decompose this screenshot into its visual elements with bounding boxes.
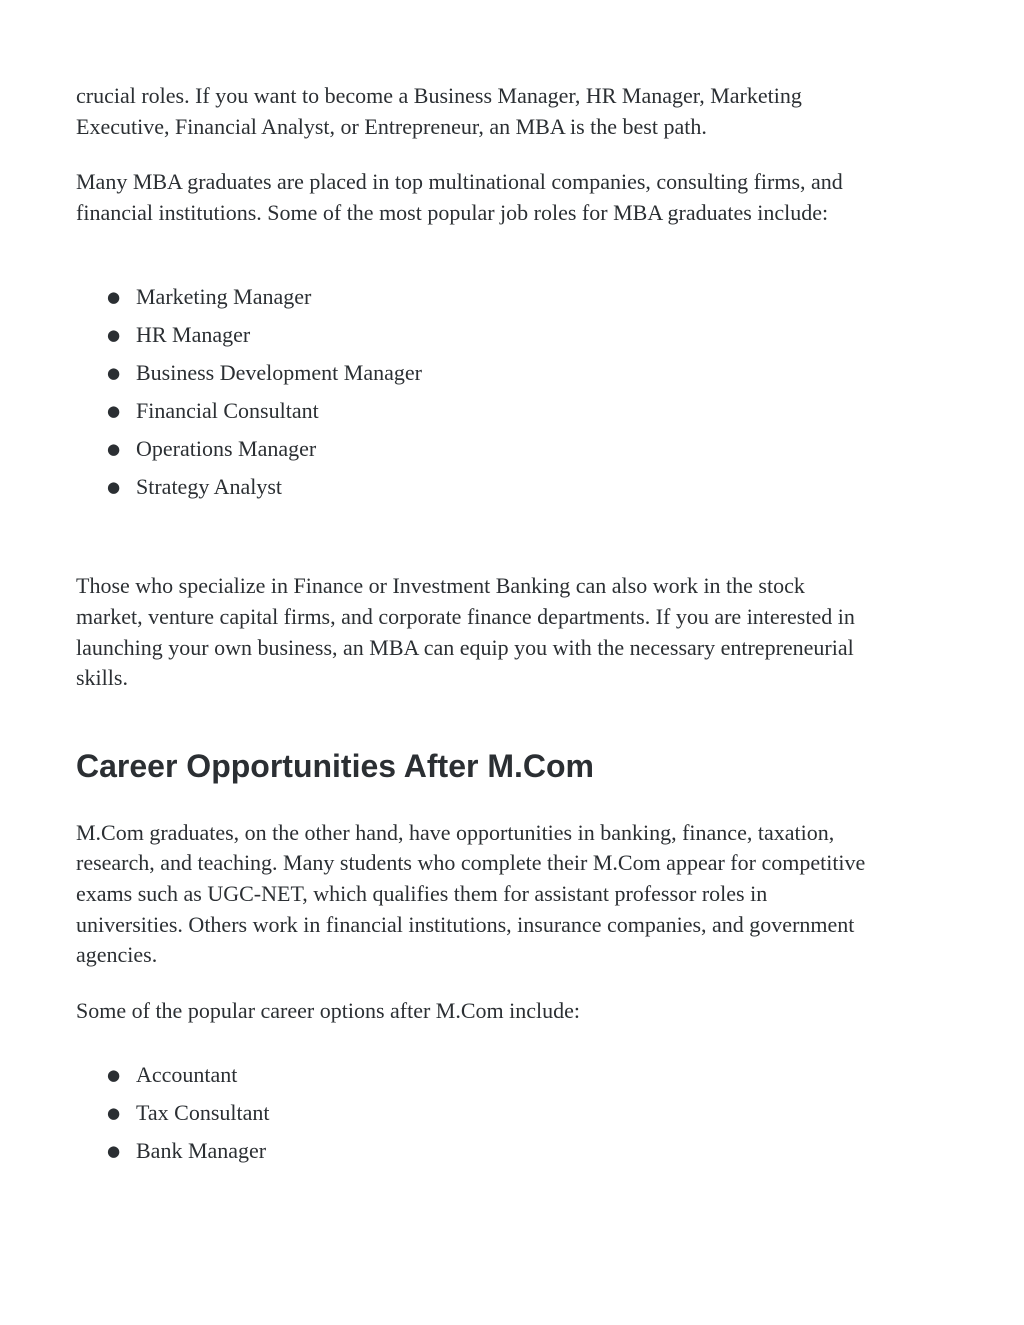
list-item: ● Operations Manager (76, 430, 876, 468)
list-item: ● HR Manager (76, 316, 876, 354)
list-item: ● Accountant (76, 1056, 876, 1094)
paragraph-mba-placement: Many MBA graduates are placed in top multinational companies, consulting firms, and financial institutions. Some of the most popular job roles for MBA graduates include: (76, 169, 843, 225)
list-item: ● Bank Manager (76, 1132, 876, 1170)
list-item: ● Tax Consultant (76, 1094, 876, 1132)
paragraph-mcom-opportunities: M.Com graduates, on the other hand, have opportunities in banking, finance, taxation, research, and teaching. Many students who complete their M.Com appear for competitive exams such as UGC-NET, which qualifies them for assistant professor roles in universities. Others work in financial institutions, insurance companies, and government agencies. (76, 819, 866, 968)
heading-mcom-careers: Career Opportunities After M.Com (76, 747, 594, 784)
list-item: ● Financial Consultant (76, 392, 876, 430)
list-item: ● Strategy Analyst (76, 468, 876, 506)
list-item: ● Marketing Manager (76, 278, 876, 316)
document-page (76, 81, 876, 1170)
paragraph-finance-specialize: Those who specialize in Finance or Investment Banking can also work in the stock market, venture capital firms, and corporate finance departments. If you are interested in launching your own business, an MBA can equip you with the necessary entrepreneurial skills. (76, 573, 855, 691)
mba-roles-list (76, 278, 876, 506)
paragraph-mcom-options-intro: Some of the popular career options after M.Com include: (76, 997, 581, 1023)
mcom-roles-list (76, 1056, 876, 1170)
paragraph-intro-end: crucial roles. If you want to become a Business Manager, HR Manager, Marketing Executive, Financial Analyst, or Entrepreneur, an MBA is the best path. (76, 83, 802, 139)
list-item: ● Business Development Manager (76, 354, 876, 392)
